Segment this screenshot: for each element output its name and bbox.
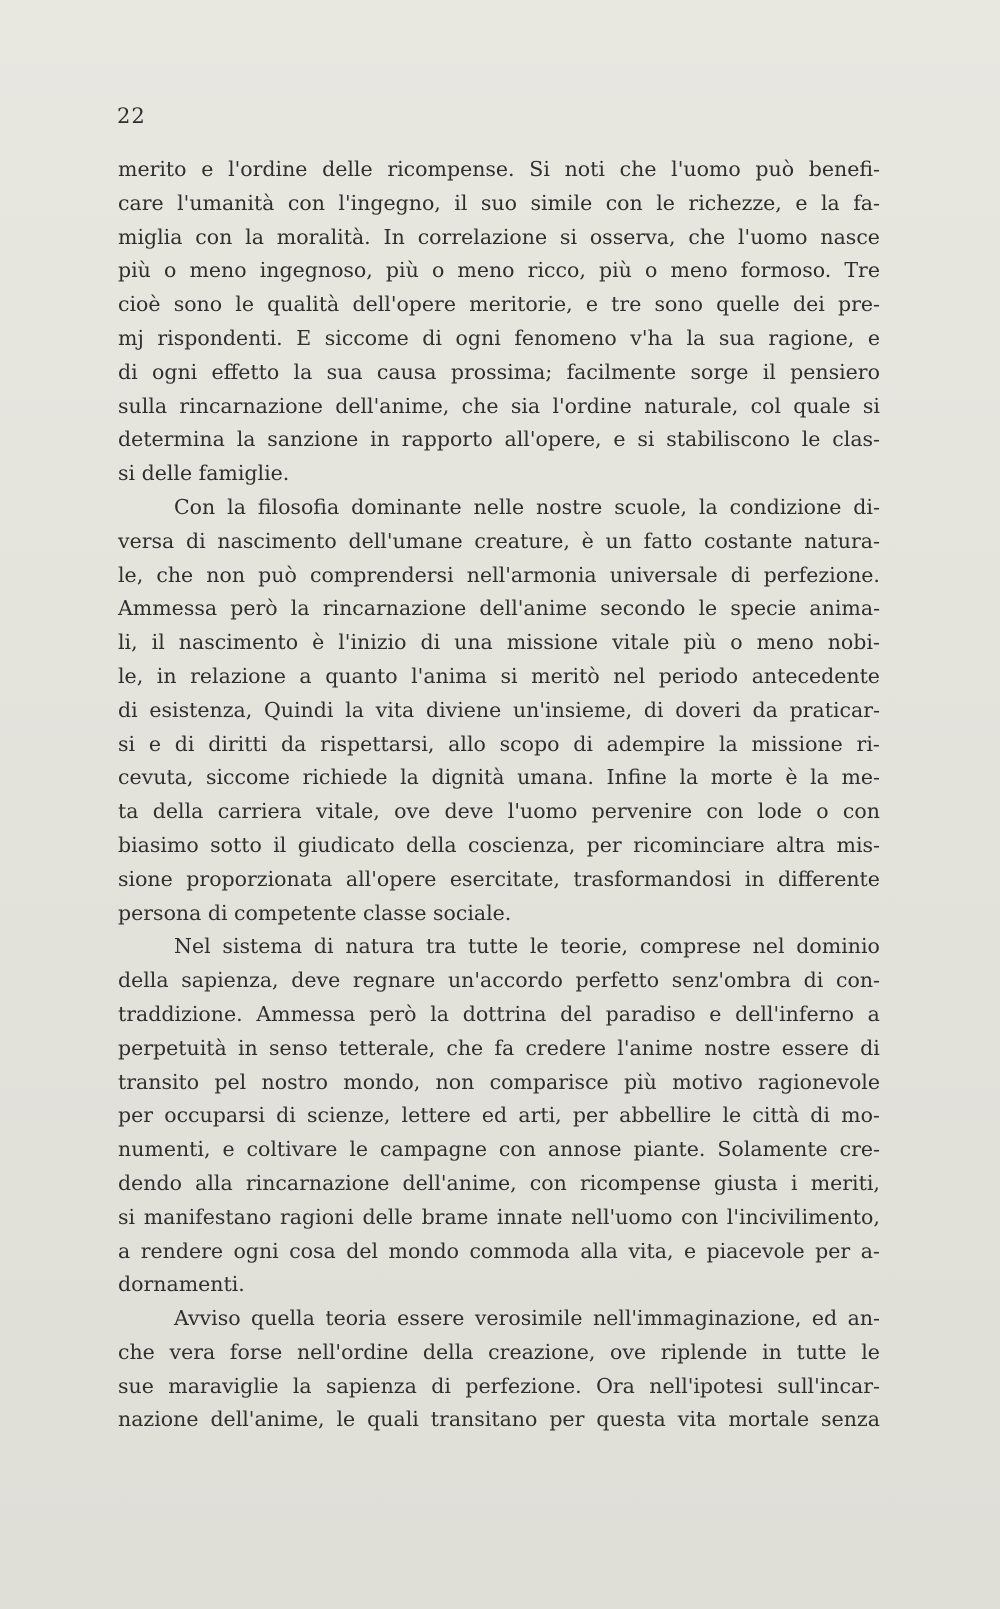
text-line: Con la filosofia dominante nelle nostre scuole, la condizione di-: [174, 494, 880, 519]
text-line: ta della carriera vitale, ove deve l'uomo pervenire con lode o con: [118, 799, 880, 824]
text-line: che vera forse nell'ordine della creazione, ove riplende in tutte le: [118, 1339, 880, 1364]
text-line: di esistenza, Quindi la vita diviene un'insieme, di doveri da praticar-: [118, 697, 880, 722]
text-line: li, il nascimento è l'inizio di una missione vitale più o meno nobi-: [118, 630, 880, 655]
text-line: versa di nascimento dell'umane creature, è un fatto costante natura-: [118, 528, 880, 553]
text-line: numenti, e coltivare le campagne con annose piante. Solamente cre-: [118, 1137, 880, 1162]
text-line: cevuta, siccome richiede la dignità umana. Infine la morte è la me-: [118, 765, 880, 790]
text-line: miglia con la moralità. In correlazione si osserva, che l'uomo nasce: [118, 224, 880, 249]
text-line: sulla rincarnazione dell'anime, che sia l'ordine naturale, col quale si: [118, 393, 880, 418]
text-line: le, in relazione a quanto l'anima si meritò nel periodo antecedente: [118, 663, 880, 688]
text-line: della sapienza, deve regnare un'accordo perfetto senz'ombra di con-: [118, 968, 880, 993]
text-line: per occuparsi di scienze, lettere ed arti, per abbellire le città di mo-: [118, 1103, 880, 1128]
text-line: traddizione. Ammessa però la dottrina del paradiso e dell'inferno a: [118, 1001, 880, 1026]
text-line: più o meno ingegnoso, più o meno ricco, più o meno formoso. Tre: [118, 258, 880, 283]
text-line: sue maraviglie la sapienza di perfezione. Ora nell'ipotesi sull'incar-: [118, 1373, 880, 1398]
text-line: a rendere ogni cosa del mondo commoda alla vita, e piacevole per a-: [118, 1238, 880, 1263]
body-text: [118, 153, 880, 1437]
text-line: si e di diritti da rispettarsi, allo scopo di adempire la missione ri-: [118, 731, 880, 756]
text-line: cioè sono le qualità dell'opere meritorie, e tre sono quelle dei pre-: [118, 292, 880, 317]
page-number: 22: [117, 104, 146, 128]
text-line: merito e l'ordine delle ricompense. Si noti che l'uomo può benefi-: [118, 157, 880, 181]
text-line: sione proporzionata all'opere esercitate, trasformandosi in differente: [118, 866, 880, 891]
text-line: nazione dell'anime, le quali transitano per questa vita mortale senza: [118, 1407, 880, 1432]
text-line: transito pel nostro mondo, non comparisce più motivo ragionevole: [118, 1069, 880, 1094]
text-line: perpetuità in senso tetterale, che fa credere l'anime nostre essere di: [118, 1035, 880, 1060]
text-line: le, che non può comprendersi nell'armonia universale di perfezione.: [118, 562, 880, 587]
text-line: si manifestano ragioni delle brame innate nell'uomo con l'incivilimento,: [118, 1204, 880, 1229]
text-line: biasimo sotto il giudicato della coscienza, per ricominciare altra mis-: [118, 832, 880, 857]
text-line: care l'umanità con l'ingegno, il suo simile con le richezze, e la fa-: [118, 190, 880, 215]
text-line: Avviso quella teoria essere verosimile nell'immaginazione, ed an-: [174, 1306, 880, 1331]
text-line: persona di competente classe sociale.: [118, 900, 512, 925]
text-line: dornamenti.: [118, 1272, 245, 1297]
text-line: si delle famiglie.: [118, 461, 290, 486]
text-line: mj rispondenti. E siccome di ogni fenomeno v'ha la sua ragione, e: [118, 325, 880, 350]
text-line: Ammessa però la rincarnazione dell'anime secondo le specie anima-: [118, 596, 880, 621]
text-line: determina la sanzione in rapporto all'opere, e si stabiliscono le clas-: [118, 427, 880, 452]
text-line: di ogni effetto la sua causa prossima; facilmente sorge il pensiero: [118, 359, 880, 384]
text-line: Nel sistema di natura tra tutte le teorie, comprese nel dominio: [174, 934, 880, 959]
text-line: dendo alla rincarnazione dell'anime, con ricompense giusta i meriti,: [118, 1170, 880, 1195]
